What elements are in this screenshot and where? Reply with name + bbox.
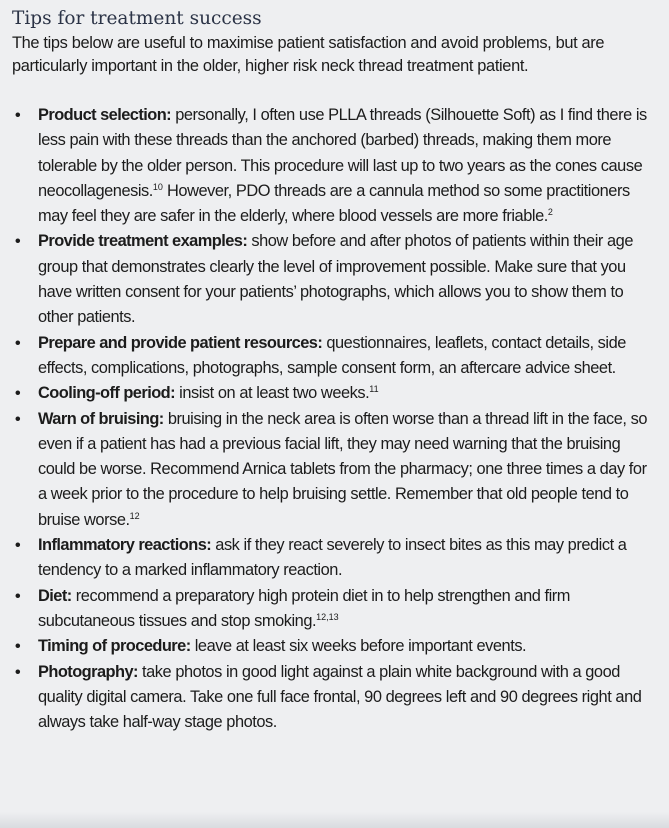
tip-cooling-off: [12, 381, 659, 406]
reference-marker: 12: [129, 510, 140, 521]
intro-paragraph: The tips below are useful to maximise patient satisfaction and avoid problems, but are particularly important in the older, higher risk neck thread treatment patient.: [12, 34, 605, 75]
tip-text: leave at least six weeks before important events.: [190, 637, 527, 656]
tips-list: [12, 103, 659, 735]
tip-text: questionnaires, leaflets, contact details, side effects, complications, photographs, sample consent form, an aftercare advice sheet.: [38, 333, 626, 377]
tip-text: ask if they react severely to insect bites as this may predict a tendency to a marked inflammatory reaction.: [38, 536, 627, 580]
tip-inflammatory: [12, 533, 659, 584]
spacer: [12, 78, 659, 103]
tip-text: However, PDO threads are a cannula method so some practitioners may feel they are safer in the elderly, where blood vessels are more friable.: [38, 181, 630, 226]
bullet-icon: •: [15, 334, 21, 352]
bullet-icon: •: [15, 587, 21, 605]
bullet-icon: •: [15, 233, 21, 251]
tip-heading: Photography:: [38, 662, 138, 681]
reference-marker: 11: [369, 384, 379, 395]
reference-marker: 10: [152, 181, 163, 192]
bullet-icon: •: [15, 537, 21, 555]
tip-timing: [12, 634, 659, 659]
tip-photography: [12, 660, 659, 736]
tip-text: bruising in the neck area is often worse than a thread lift in the face, so even if a patient has had a previous facial lift, they may need warning that the bruising could be worse. Recommend Arnica tablets from the pharmacy; one three times a day for a week prior to the procedure to help bruising settle. Remember that old people tend to bruise worse.: [38, 409, 648, 529]
bullet-icon: •: [15, 638, 21, 656]
section-title: Tips for treatment success: [12, 8, 262, 29]
tip-heading: Prepare and provide patient resources:: [38, 333, 323, 352]
tip-heading: Warn of bruising:: [38, 409, 164, 428]
reference-marker: 12,13: [316, 611, 339, 622]
tip-heading: Provide treatment examples:: [38, 232, 248, 251]
tip-text: show before and after photos of patients within their age group that demonstrates clearly the level of improvement possible. Make sure that you have written consent for your patients’ photographs, which allows you to show them to other patients.: [38, 232, 633, 327]
tip-patient-resources: [12, 331, 659, 382]
tip-bruising: [12, 407, 659, 533]
tip-text: recommend a preparatory high protein diet in to help strengthen and firm subcutaneous tissues and stop smoking.: [38, 586, 571, 630]
tip-heading: Product selection:: [38, 106, 172, 124]
tip-diet: [12, 584, 659, 635]
bottom-shadow: [0, 812, 669, 828]
tip-product-selection: [12, 103, 659, 229]
tip-heading: Diet:: [38, 586, 72, 605]
tip-heading: Inflammatory reactions:: [38, 536, 212, 555]
tip-heading: Timing of procedure:: [38, 637, 191, 656]
tip-text: take photos in good light against a plain white background with a good quality digital camera. Take one full face frontal, 90 degrees left and 90 degrees right and always take half-way stage photos.: [38, 662, 642, 732]
bullet-icon: •: [15, 663, 21, 681]
tip-text: insist on at least two weeks.: [175, 384, 370, 403]
bullet-icon: •: [15, 107, 21, 124]
reference-marker: 2: [547, 207, 553, 218]
bullet-icon: •: [15, 385, 21, 403]
bullet-icon: •: [15, 410, 21, 428]
tip-text: personally, I often use PLLA threads (Silhouette Soft) as I find there is less pain with these threads than the anchored (barbed) threads, making them more tolerable by the older person. This procedure will last up to two years as the cones cause neocollagenesis.: [38, 106, 647, 200]
tip-treatment-examples: [12, 229, 659, 330]
tip-heading: Cooling-off period:: [38, 384, 176, 403]
